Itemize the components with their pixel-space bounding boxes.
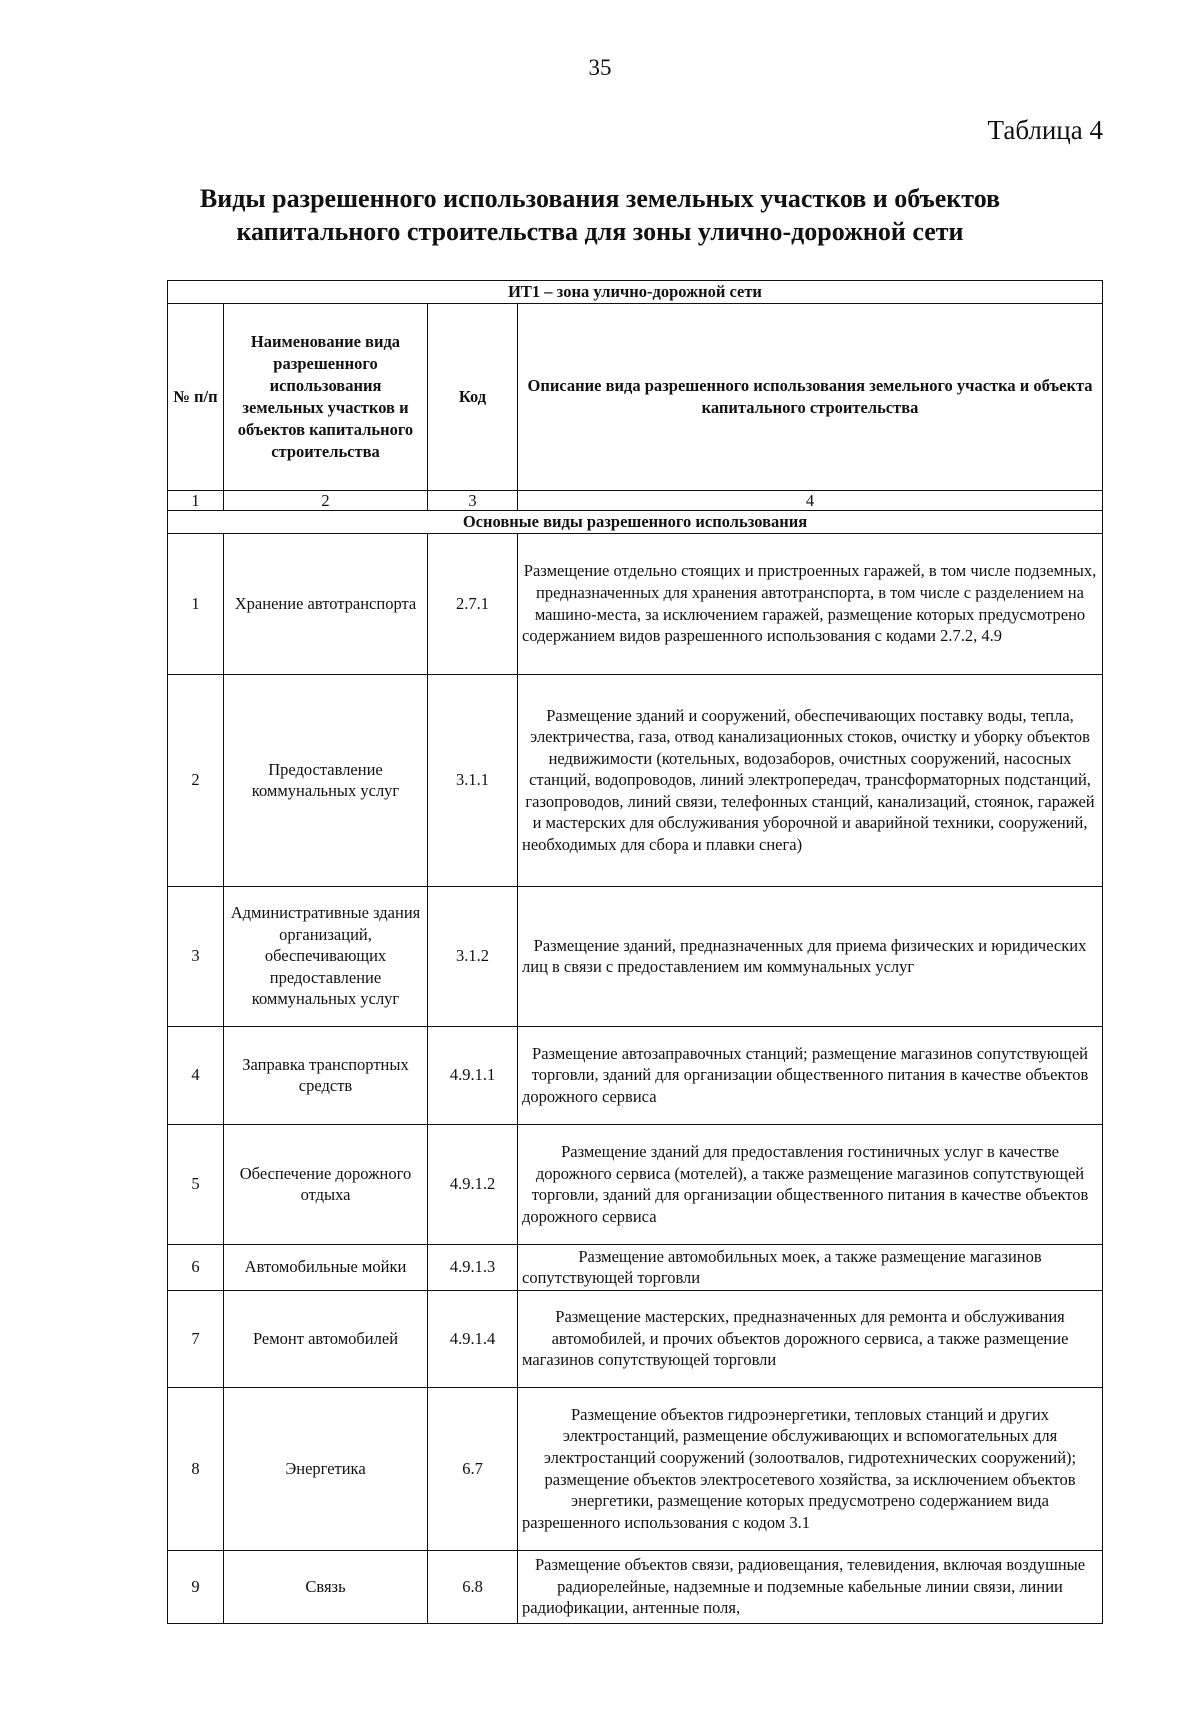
header-num: № п/п [168,304,224,491]
row-description: Размещение зданий, предназначенных для приема физических и юридических лиц в связи с предоставлением им коммунальных услуг [518,886,1103,1026]
document-title-line-1: Виды разрешенного использования земельных участков и объектов [199,184,1001,213]
row-name: Обеспечение дорожного отдыха [224,1124,428,1244]
header-row [168,304,1103,491]
row-code: 6.8 [428,1550,518,1623]
row-code: 4.9.1.3 [428,1244,518,1290]
row-description: Размещение зданий для предоставления гостиничных услуг в качестве дорожного сервиса (мотелей), а также размещение магазинов сопутствующей торговли, зданий для организации общественного питания в качестве объектов дорожного сервиса [518,1124,1103,1244]
row-description: Размещение мастерских, предназначенных для ремонта и обслуживания автомобилей, и прочих объектов дорожного сервиса, а также размещение магазинов сопутствующей торговли [518,1290,1103,1387]
row-code: 3.1.1 [428,674,518,886]
page-number: 35 [588,55,612,80]
header-name: Наименование вида разрешенного использования земельных участков и объектов капитального строительства [224,304,428,491]
row-code: 2.7.1 [428,533,518,674]
row-code: 3.1.2 [428,886,518,1026]
row-name: Хранение автотранспорта [224,533,428,674]
row-name: Ремонт автомобилей [224,1290,428,1387]
row-description: Размещение объектов связи, радиовещания, телевидения, включая воздушные радиорелейные, надземные и подземные кабельные линии связи, линии радиофикации, антенные поля, [518,1550,1103,1623]
table-row [168,1244,1103,1290]
row-num: 8 [168,1387,224,1550]
zone-title: ИТ1 – зона улично-дорожной сети [168,281,1103,304]
row-code: 4.9.1.2 [428,1124,518,1244]
row-name: Автомобильные мойки [224,1244,428,1290]
table-row [168,1550,1103,1623]
row-name: Энергетика [224,1387,428,1550]
table-label: Таблица 4 [987,115,1103,145]
column-number: 3 [428,491,518,511]
row-description: Размещение отдельно стоящих и пристроенных гаражей, в том числе подземных, предназначенных для хранения автотранспорта, в том числе с разделением на машино-места, за исключением гаражей, размещение которых предусмотрено содержанием видов разрешенного использования с кодами 2.7.2, 4.9 [518,533,1103,674]
row-num: 7 [168,1290,224,1387]
table-row [168,1026,1103,1124]
table-row [168,886,1103,1026]
zone-title-row [168,281,1103,304]
row-name: Связь [224,1550,428,1623]
section-row [168,511,1103,534]
row-name: Предоставление коммунальных услуг [224,674,428,886]
row-num: 4 [168,1026,224,1124]
row-num: 2 [168,674,224,886]
column-number: 2 [224,491,428,511]
row-description: Размещение автозаправочных станций; размещение магазинов сопутствующей торговли, зданий для организации общественного питания в качестве объектов дорожного сервиса [518,1026,1103,1124]
document-title-line-2: капитального строительства для зоны улично-дорожной сети [236,217,964,246]
row-num: 9 [168,1550,224,1623]
document-title [130,182,1070,248]
row-name: Заправка транспортных средств [224,1026,428,1124]
column-number-row [168,491,1103,511]
row-description: Размещение объектов гидроэнергетики, тепловых станций и других электростанций, размещение обслуживающих и вспомогательных для электростанций сооружений (золоотвалов, гидротехнических сооружений); размещение объектов электросетевого хозяйства, за исключением объектов энергетики, размещение которых предусмотрено содержанием вида разрешенного использования с кодом 3.1 [518,1387,1103,1550]
header-description: Описание вида разрешенного использования земельного участка и объекта капитального строительства [518,304,1103,491]
row-num: 6 [168,1244,224,1290]
header-code: Код [428,304,518,491]
row-num: 3 [168,886,224,1026]
column-number: 1 [168,491,224,511]
row-code: 4.9.1.4 [428,1290,518,1387]
land-use-table [167,280,1103,1624]
table-row [168,1387,1103,1550]
row-description: Размещение автомобильных моек, а также размещение магазинов сопутствующей торговли [518,1244,1103,1290]
row-name: Административные здания организаций, обеспечивающих предоставление коммунальных услуг [224,886,428,1026]
section-title: Основные виды разрешенного использования [168,511,1103,534]
row-description: Размещение зданий и сооружений, обеспечивающих поставку воды, тепла, электричества, газа, отвод канализационных стоков, очистку и уборку объектов недвижимости (котельных, водозаборов, очистных сооружений, насосных станций, водопроводов, линий электропередач, трансформаторных подстанций, газопроводов, линий связи, телефонных станций, канализаций, стоянок, гаражей и мастерских для обслуживания уборочной и аварийной техники, сооружений, необходимых для сбора и плавки снега) [518,674,1103,886]
row-code: 6.7 [428,1387,518,1550]
table-row [168,674,1103,886]
row-num: 5 [168,1124,224,1244]
row-num: 1 [168,533,224,674]
table-row [168,1290,1103,1387]
table-row [168,533,1103,674]
column-number: 4 [518,491,1103,511]
row-code: 4.9.1.1 [428,1026,518,1124]
table-row [168,1124,1103,1244]
